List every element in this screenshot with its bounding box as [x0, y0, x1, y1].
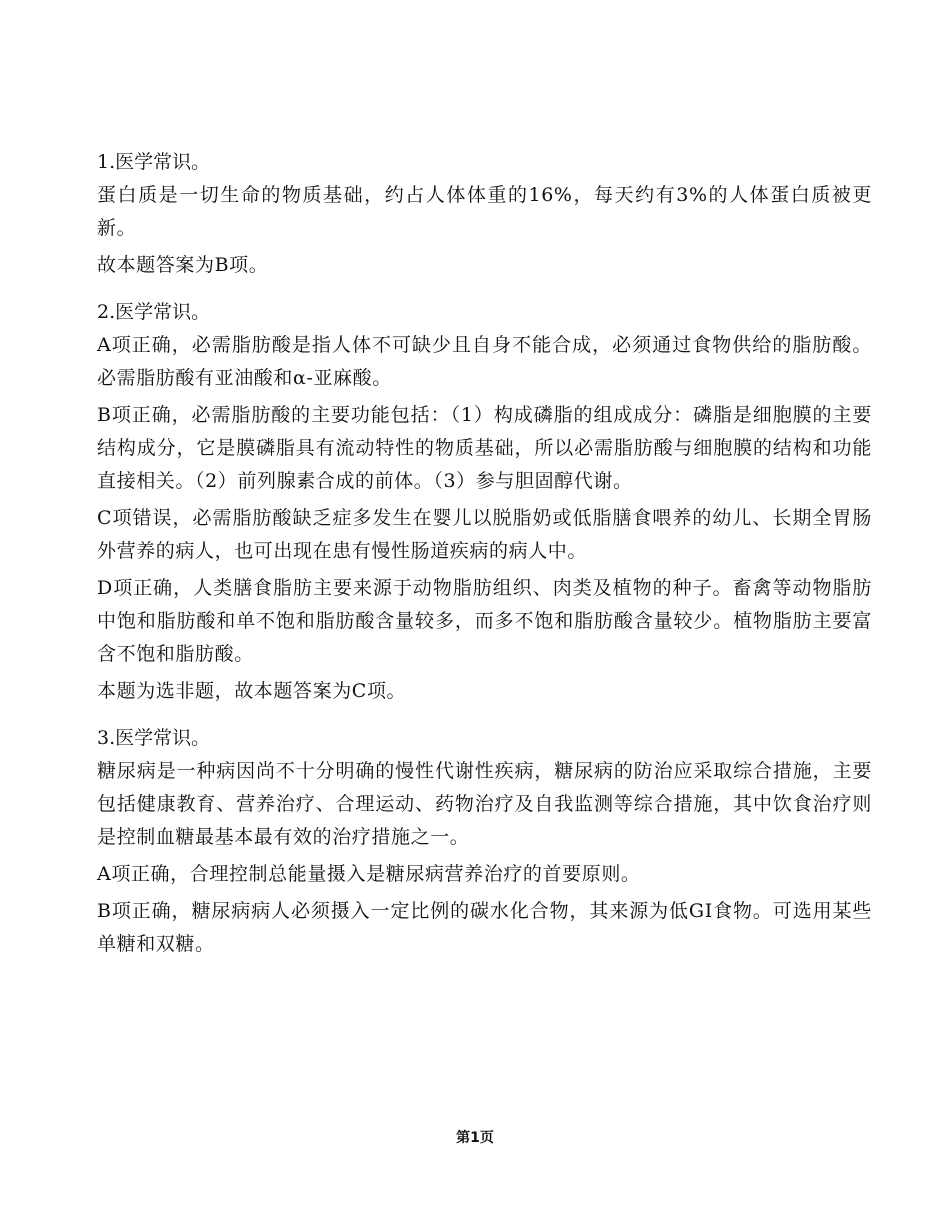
question-3-option-a: A项正确，合理控制总能量摄入是糖尿病营养治疗的首要原则。	[97, 863, 641, 885]
question-2-answer: 本题为选非题，故本题答案为C项。	[97, 680, 407, 702]
question-3-section	[97, 722, 872, 961]
question-1-answer: 故本题答案为B项。	[97, 254, 269, 276]
question-3-option-b: B项正确，糖尿病病人必须摄入一定比例的碳水化合物，其来源为低GI食物。可选用某些单糖和双糖。	[97, 900, 872, 955]
question-2-section	[97, 296, 872, 708]
question-2-title: 2.医学常识。	[97, 301, 211, 323]
question-2-option-a: A项正确，必需脂肪酸是指人体不可缺少且自身不能合成，必须通过食物供给的脂肪酸。必需脂肪酸有亚油酸和α-亚麻酸。	[97, 334, 872, 389]
question-2-option-d: D项正确，人类膳食脂肪主要来源于动物脂肪组织、肉类及植物的种子。畜禽等动物脂肪中饱和脂肪酸和单不饱和脂肪酸含量较多，而多不饱和脂肪酸含量较少。植物脂肪主要富含不饱和脂肪酸。	[97, 577, 872, 665]
question-1-title: 1.医学常识。	[97, 151, 211, 173]
question-3-title: 3.医学常识。	[97, 727, 211, 749]
page-number: 第1页	[456, 1130, 494, 1146]
question-3-intro: 糖尿病是一种病因尚不十分明确的慢性代谢性疾病，糖尿病的防治应采取综合措施，主要包括健康教育、营养治疗、合理运动、药物治疗及自我监测等综合措施，其中饮食治疗则是控制血糖最基本最有效的治疗措施之一。	[97, 760, 872, 848]
document-body	[97, 146, 872, 975]
question-2-option-c: C项错误，必需脂肪酸缺乏症多发生在婴儿以脱脂奶或低脂膳食喂养的幼儿、长期全胃肠外营养的病人，也可出现在患有慢性肠道疾病的病人中。	[97, 507, 872, 562]
question-2-option-b: B项正确，必需脂肪酸的主要功能包括：（1）构成磷脂的组成成分：磷脂是细胞膜的主要结构成分，它是膜磷脂具有流动特性的物质基础，所以必需脂肪酸与细胞膜的结构和功能直接相关。（2）前列腺素合成的前体。（3）参与胆固醇代谢。	[97, 404, 872, 492]
question-1-section	[97, 146, 872, 282]
question-1-paragraph: 蛋白质是一切生命的物质基础，约占人体体重的16%，每天约有3%的人体蛋白质被更新。	[97, 184, 872, 239]
